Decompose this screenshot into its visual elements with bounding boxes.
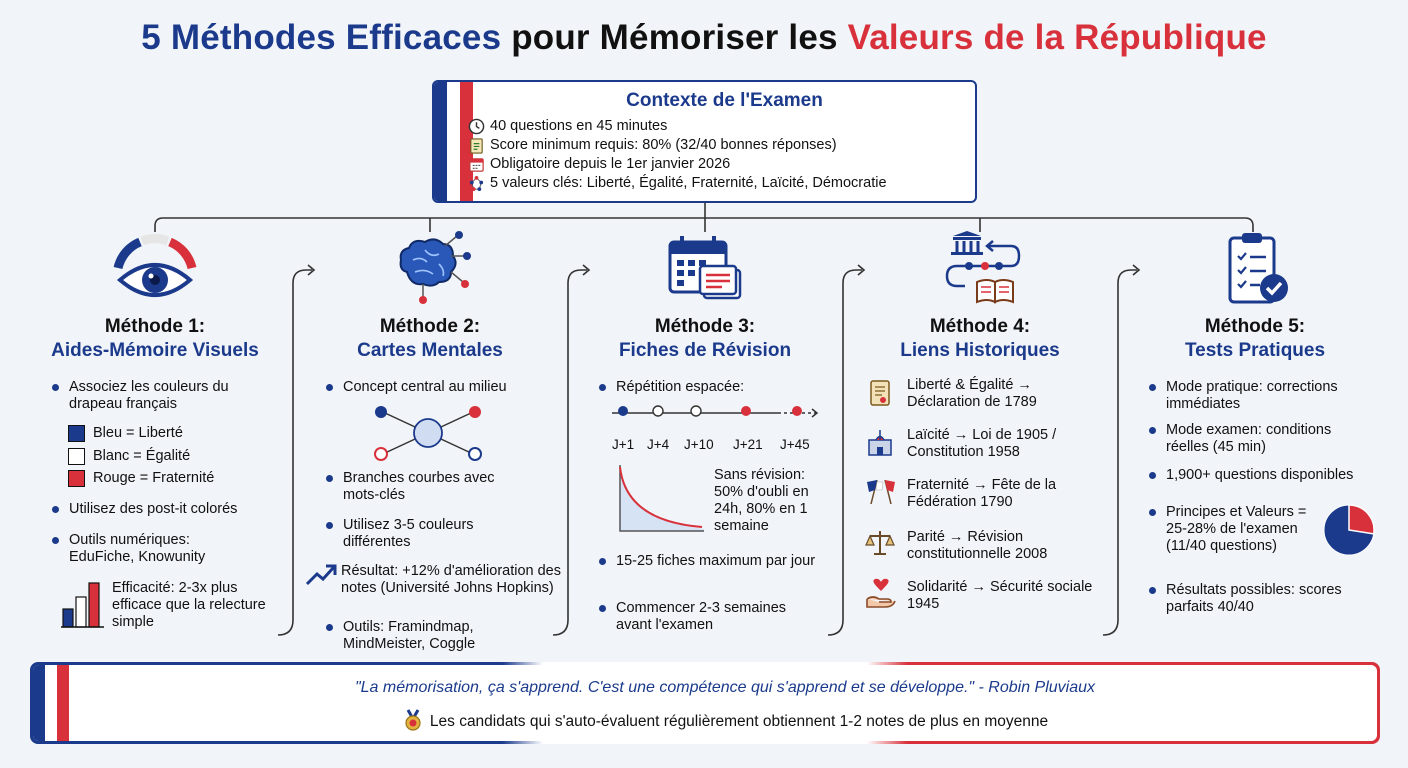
exam-context-box (432, 80, 977, 203)
method-bullet: Principes et Valeurs = 25-28% de l'examen (11/40 questions) (1166, 504, 1328, 555)
context-line (490, 175, 887, 191)
method-subtitle: Cartes Mentales (357, 340, 503, 361)
forgetting-note: Sans révision: 50% d'oubli en 24h, 80% en 1 semaine (714, 467, 809, 534)
checklist-icon (468, 137, 485, 154)
heart-hand-icon (865, 577, 897, 609)
title-part-red: Valeurs de la République (847, 18, 1267, 57)
brain-network-icon (385, 230, 475, 310)
calendar-cards-icon (660, 230, 750, 310)
method-bullet: Branches courbes avec mots-clés (343, 470, 523, 504)
pie-slice-principes-valeurs (1349, 505, 1374, 534)
method-5-column (1120, 230, 1390, 660)
method-3-column (570, 230, 840, 660)
quote-footer (30, 662, 1380, 744)
context-line-text: Score minimum requis: 80% (32/40 bonnes réponses) (490, 137, 837, 153)
method-4-column (845, 230, 1115, 660)
method-subtitle: Aides-Mémoire Visuels (51, 340, 259, 361)
history-link-text: Fraternité → Fête de la Fédération 1790 (907, 477, 1057, 510)
method-bullet: Outils: Framindmap, MindMeister, Coggle (343, 619, 543, 653)
context-line-text: 40 questions en 45 minutes (490, 118, 668, 134)
swatch-label: Rouge = Fraternité (93, 470, 215, 486)
clipboard-check-icon (1210, 230, 1300, 310)
timeline-label: J+10 (684, 437, 714, 452)
quote-text: "La mémorisation, ça s'apprend. C'est une compétence qui s'apprend et se développe." - Robin Pluviaux (354, 679, 1096, 696)
context-title: Contexte de l'Examen (626, 90, 823, 111)
timeline-label: J+45 (780, 437, 810, 452)
swatch-label: Blanc = Égalité (93, 448, 191, 464)
history-link-text: Laïcité → Loi de 1905 / Constitution 1958 (907, 427, 1057, 460)
timeline-label: J+1 (612, 437, 635, 452)
swatch-red (68, 470, 85, 487)
flag-stripe-blue (33, 665, 45, 741)
history-link-icon (935, 230, 1025, 310)
method-heading: Méthode 4: (929, 316, 1031, 337)
method-heading: Méthode 3: (654, 316, 756, 337)
page-title (0, 18, 1408, 58)
building-icon (865, 428, 895, 458)
swatch-white (68, 448, 85, 465)
method-subtitle: Tests Pratiques (1184, 340, 1326, 361)
history-link-text: Parité → Révision constitutionnelle 2008 (907, 529, 1048, 562)
context-line-text: Obligatoire depuis le 1er janvier 2026 (490, 156, 731, 172)
method-bullet: 15-25 fiches maximum par jour (616, 553, 816, 569)
flags-icon (865, 476, 897, 506)
swatch-blue (68, 425, 85, 442)
forgetting-curve-icon (614, 463, 706, 535)
mind-map-diagram-icon (365, 403, 491, 463)
method-bullet: Mode examen: conditions réelles (45 min) (1166, 422, 1366, 456)
spaced-repetition-timeline (610, 402, 826, 424)
method-bullet: Répétition espacée: (616, 379, 816, 396)
title-part-blue: 5 Méthodes Efficaces (141, 18, 502, 57)
context-line-text: 5 valeurs clés: Liberté, Égalité, Fraternité, Laïcité, Démocratie (490, 175, 887, 191)
title-part-black: pour Mémoriser les (511, 18, 838, 57)
method-bullet: Commencer 2-3 semaines avant l'examen (616, 600, 816, 634)
method-1-column (20, 230, 290, 660)
history-link-text: Liberté & Égalité → Déclaration de 1789 (907, 377, 1037, 410)
flag-stripe-blue (434, 82, 447, 201)
efficacy-note: Efficacité: 2-3x plus efficace que la relecture simple (112, 580, 266, 630)
context-line (490, 137, 837, 153)
method-heading: Méthode 1: (104, 316, 206, 337)
eye-icon (110, 230, 200, 310)
history-link-text: Solidarité → Sécurité sociale 1945 (907, 579, 1093, 612)
method-bullet: Utilisez des post-it colorés (69, 501, 279, 518)
clock-icon (468, 118, 485, 135)
method-heading: Méthode 2: (379, 316, 481, 337)
network-icon (468, 175, 485, 192)
tip-line (73, 709, 1377, 731)
scales-icon (865, 528, 895, 558)
flag-stripe-white (45, 665, 57, 741)
method-bullet: Associez les couleurs du drapeau français (69, 379, 269, 413)
exam-share-pie-chart (1322, 503, 1376, 557)
method-bullet: Concept central au milieu (343, 379, 553, 396)
method-bullet: 1,900+ questions disponibles (1166, 467, 1376, 484)
trend-up-icon (305, 562, 337, 586)
method-bullet: Mode pratique: corrections immédiates (1166, 379, 1376, 413)
result-note: Résultat: +12% d'amélioration des notes (Université Johns Hopkins) (341, 563, 561, 596)
context-line (490, 156, 730, 172)
medal-icon (402, 709, 424, 731)
method-bullet: Utilisez 3-5 couleurs différentes (343, 517, 483, 551)
swatch-label: Bleu = Liberté (93, 425, 183, 441)
context-line (490, 118, 667, 134)
method-2-column (295, 230, 565, 660)
flag-stripe-white (447, 82, 460, 201)
bar-chart-icon (60, 579, 106, 629)
method-bullet: Résultats possibles: scores parfaits 40/40 (1166, 582, 1366, 616)
timeline-label: J+4 (647, 437, 670, 452)
scroll-icon (865, 378, 895, 408)
method-subtitle: Fiches de Révision (618, 340, 792, 361)
method-bullet: Outils numériques: EduFiche, Knowunity (69, 532, 259, 566)
calendar-icon (468, 156, 485, 173)
tip-text: Les candidats qui s'auto-évaluent régulièrement obtiennent 1-2 notes de plus en moyenne (429, 713, 1049, 730)
method-subtitle: Liens Historiques (900, 340, 1060, 361)
quote-footer-inner (33, 665, 1377, 741)
timeline-label: J+21 (733, 437, 763, 452)
flag-stripe-red (57, 665, 69, 741)
method-heading: Méthode 5: (1204, 316, 1306, 337)
